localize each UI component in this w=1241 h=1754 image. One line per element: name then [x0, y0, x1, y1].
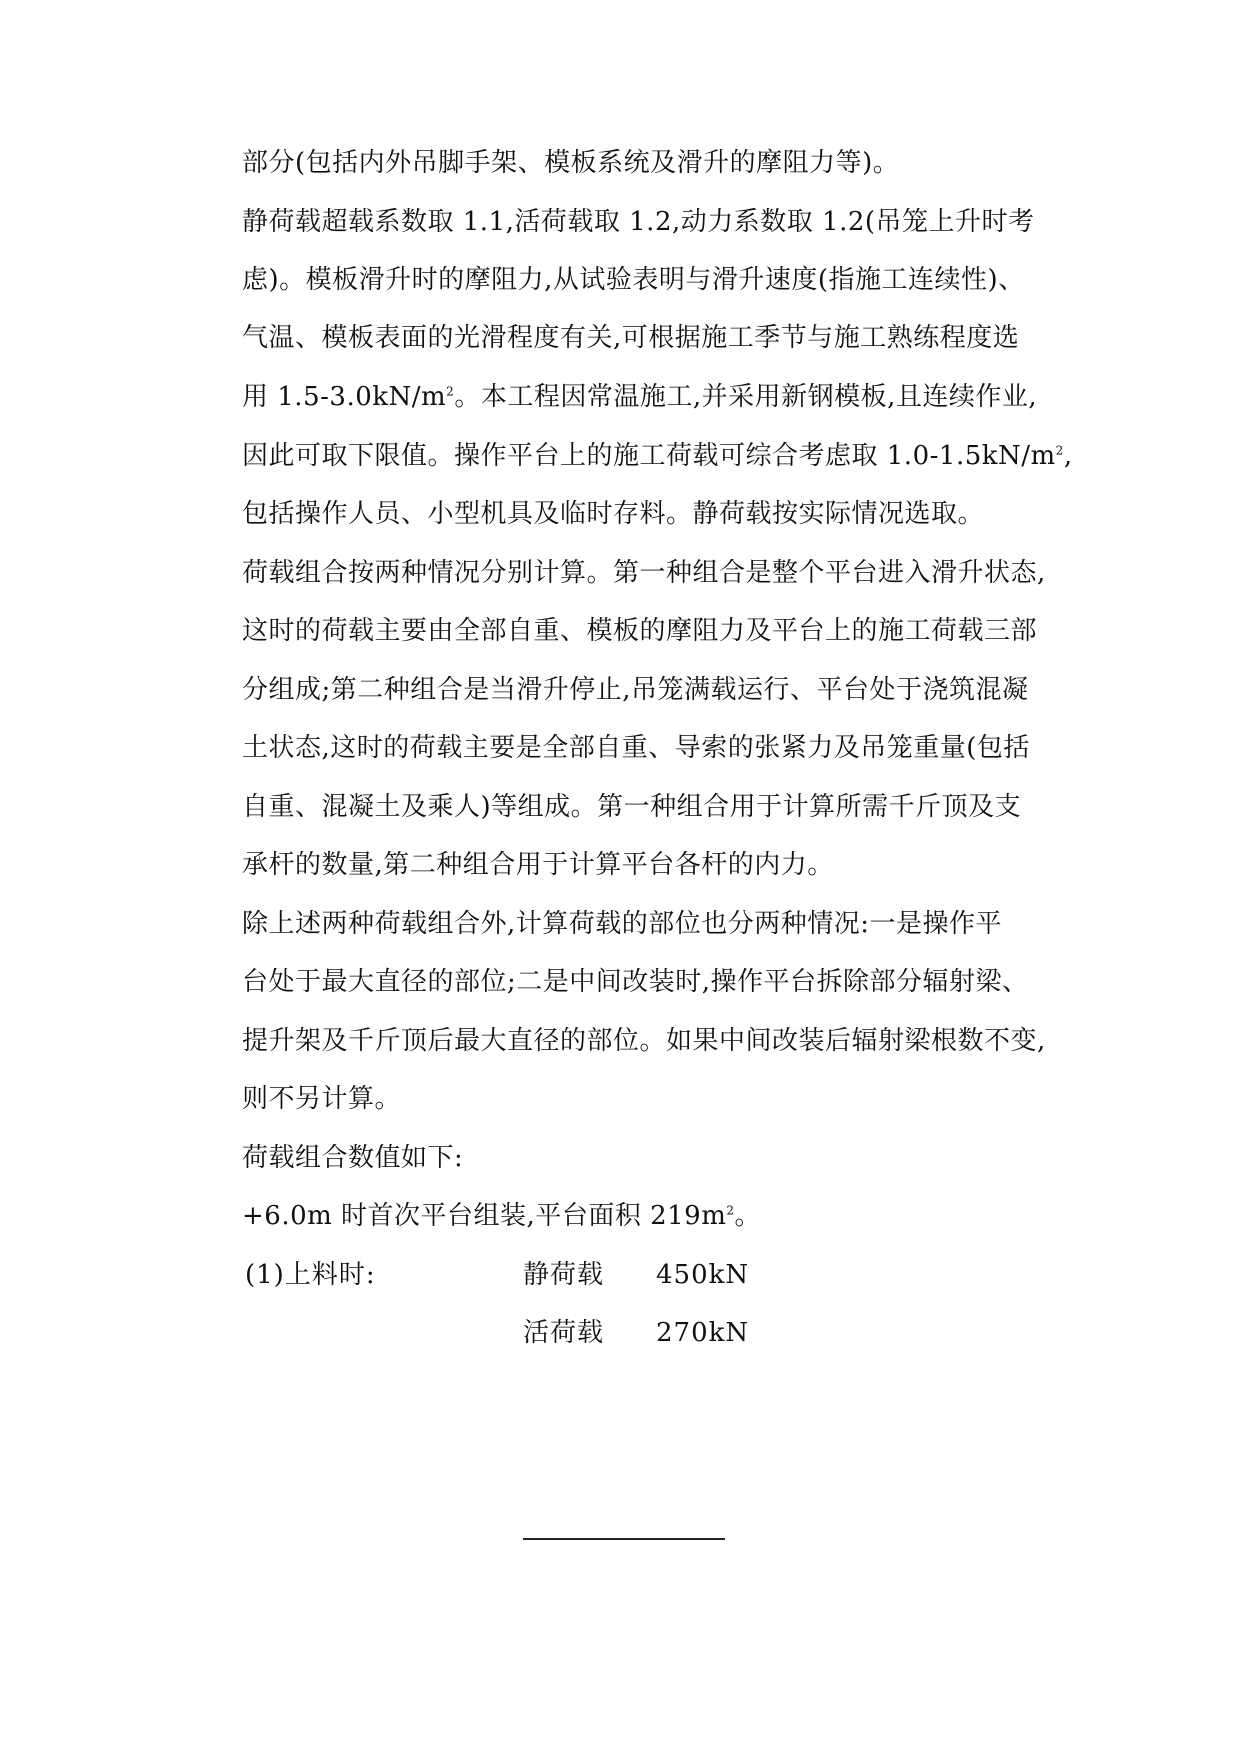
superscript: 2 — [1055, 443, 1064, 458]
load-name: 活荷载 — [523, 1318, 605, 1348]
text-segment: 。 — [734, 1201, 762, 1231]
text-segment: 。本工程因常温施工,并采用新钢模板,且连续作业, — [454, 382, 1038, 412]
text-line: 荷载组合数值如下: — [242, 1143, 464, 1173]
text-line: 气温、模板表面的光滑程度有关,可根据施工季节与施工熟练程度选 — [242, 323, 1020, 353]
sum-divider-line — [523, 1538, 725, 1540]
text-line: 自重、混凝土及乘人)等组成。第一种组合用于计算所需千斤顶及支 — [242, 792, 1022, 822]
text-segment: , — [1063, 441, 1073, 471]
text-line: 台处于最大直径的部位;二是中间改装时,操作平台拆除部分辐射梁、 — [242, 967, 1029, 997]
text-line: 提升架及千斤顶后最大直径的部位。如果中间改装后辐射梁根数不变, — [242, 1026, 1046, 1056]
text-line: 虑)。模板滑升时的摩阻力,从试验表明与滑升速度(指施工连续性)、 — [242, 265, 1025, 295]
text-line: 部分(包括内外吊脚手架、模板系统及滑升的摩阻力等)。 — [242, 148, 900, 178]
text-line: 则不另计算。 — [242, 1084, 402, 1114]
text-line — [242, 380, 1037, 414]
text-line — [242, 439, 1073, 473]
text-segment: 用 1.5-3.0kN/m — [242, 382, 447, 412]
text-line: 分组成;第二种组合是当滑升停止,吊笼满载运行、平台处于浇筑混凝 — [242, 675, 1029, 705]
text-line: 包括操作人员、小型机具及临时存料。静荷载按实际情况选取。 — [242, 499, 985, 529]
text-line: 这时的荷载主要由全部自重、模板的摩阻力及平台上的施工荷载三部 — [242, 616, 1038, 646]
text-line — [242, 1199, 761, 1233]
load-name: 静荷载 — [523, 1260, 605, 1290]
text-line: 静荷载超载系数取 1.1,活荷载取 1.2,动力系数取 1.2(吊笼上升时考 — [242, 207, 1035, 237]
superscript: 2 — [726, 1203, 735, 1218]
text-line: 土状态,这时的荷载主要是全部自重、导索的张紧力及吊笼重量(包括 — [242, 733, 1030, 763]
load-value: 450kN — [656, 1260, 750, 1290]
text-segment: 因此可取下限值。操作平台上的施工荷载可综合考虑取 1.0-1.5kN/m — [242, 441, 1056, 471]
text-line: 除上述两种荷载组合外,计算荷载的部位也分两种情况:一是操作平 — [242, 909, 1003, 939]
load-value: 270kN — [656, 1318, 750, 1348]
text-segment: +6.0m 时首次平台组装,平台面积 219m — [242, 1201, 727, 1231]
superscript: 2 — [446, 384, 455, 399]
text-line: 荷载组合按两种情况分别计算。第一种组合是整个平台进入滑升状态, — [242, 558, 1046, 588]
text-line: 承杆的数量,第二种组合用于计算平台各杆的内力。 — [242, 850, 834, 880]
load-case-label: (1)上料时: — [245, 1260, 376, 1290]
